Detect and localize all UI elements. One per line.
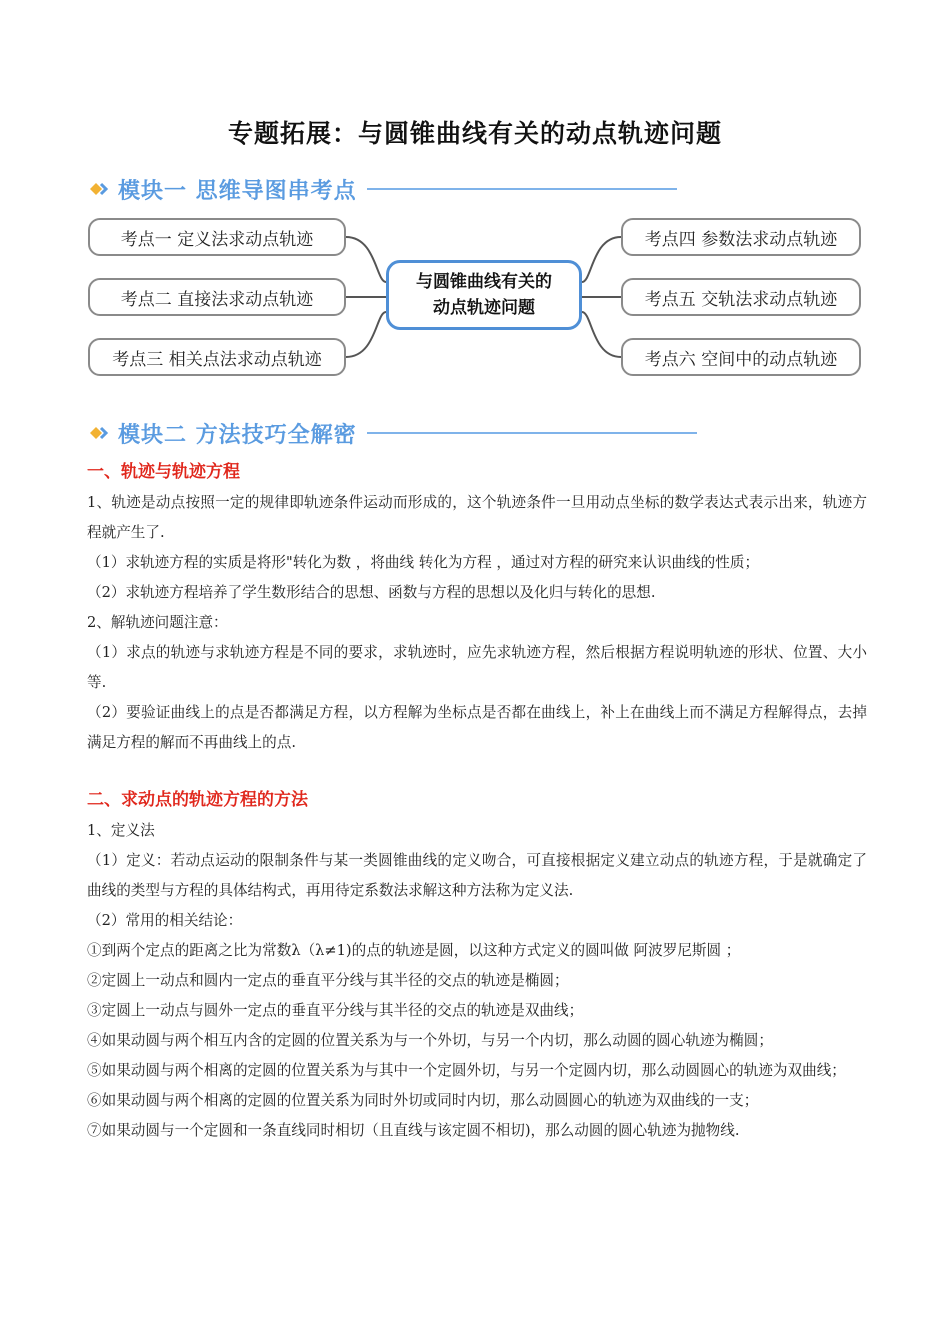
module-two-divider xyxy=(367,432,697,434)
paragraph: （2）求轨迹方程培养了学生数形结合的思想、函数与方程的思想以及化归与转化的思想. xyxy=(87,584,656,601)
paragraph: ③定圆上一动点与圆外一定点的垂直平分线与其半径的交点的轨迹是双曲线； xyxy=(87,1002,584,1019)
mind-map-center xyxy=(386,260,582,330)
topic-node-related-point-method: 考点三 相关点法求动点轨迹 xyxy=(88,338,346,376)
paragraph: （2）常用的相关结论： xyxy=(87,912,243,929)
module-two-label: 模块二 方法技巧全解密 xyxy=(118,422,357,448)
paragraph: 1、定义法 xyxy=(87,822,155,839)
section-heading-methods: 二、求动点的轨迹方程的方法 xyxy=(87,790,308,810)
module-one-divider xyxy=(367,188,677,190)
paragraph: ①到两个定点的距离之比为常数λ（λ≠1)的点的轨迹是圆，以这种方式定义的圆叫做 阿波罗尼斯圆 ； xyxy=(87,942,741,959)
paragraph: ⑥如果动圆与两个相离的定圆的位置关系为同时外切或同时内切，那么动圆圆心的轨迹为双曲线的一支； xyxy=(87,1092,759,1109)
paragraph: 2、解轨迹问题注意： xyxy=(87,614,228,631)
paragraph: （1）求点的轨迹与求轨迹方程是不同的要求，求轨迹时，应先求轨迹方程，然后根据方程说明轨迹的形状、位置、大小等. xyxy=(87,644,867,691)
module-one-header xyxy=(88,172,677,206)
diamond-chevron-icon xyxy=(88,179,112,199)
mind-map xyxy=(86,212,866,384)
diamond-chevron-icon xyxy=(88,423,112,443)
paragraph: ④如果动圆与两个相互内含的定圆的位置关系为与一个外切，与另一个内切，那么动圆的圆心轨迹为椭圆； xyxy=(87,1032,773,1049)
center-line-1: 与圆锥曲线有关的 xyxy=(416,272,552,292)
module-two-header xyxy=(88,416,697,450)
paragraph: 1、轨迹是动点按照一定的规律即轨迹条件运动而形成的，这个轨迹条件一旦用动点坐标的数学表达式表示出来，轨迹方程就产生了. xyxy=(87,494,867,541)
module-one-label: 模块一 思维导图串考点 xyxy=(118,178,357,204)
section-heading-trajectory: 一、轨迹与轨迹方程 xyxy=(87,462,240,482)
topic-node-intersection-method: 考点五 交轨法求动点轨迹 xyxy=(621,278,861,316)
paragraph: ②定圆上一动点和圆内一定点的垂直平分线与其半径的交点的轨迹是椭圆； xyxy=(87,972,569,989)
paragraph: ⑦如果动圆与一个定圆和一条直线同时相切（且直线与该定圆不相切)，那么动圆的圆心轨迹为抛物线. xyxy=(87,1122,740,1139)
paragraph: （1）求轨迹方程的实质是将形"转化为数 ，将曲线 转化为方程 ，通过对方程的研究来认识曲线的性质； xyxy=(87,554,760,571)
paragraph: ⑤如果动圆与两个相离的定圆的位置关系为与其中一个定圆外切，与另一个定圆内切，那么动圆圆心的轨迹为双曲线； xyxy=(87,1062,846,1079)
topic-node-direct-method: 考点二 直接法求动点轨迹 xyxy=(88,278,346,316)
topic-node-spatial-trajectory: 考点六 空间中的动点轨迹 xyxy=(621,338,861,376)
topic-node-definition-method: 考点一 定义法求动点轨迹 xyxy=(88,218,346,256)
paragraph: （2）要验证曲线上的点是否都满足方程，以方程解为坐标点是否都在曲线上，补上在曲线上而不满足方程解得点，去掉满足方程的解而不再曲线上的点. xyxy=(87,704,867,751)
topic-node-parameter-method: 考点四 参数法求动点轨迹 xyxy=(621,218,861,256)
paragraph: （1）定义：若动点运动的限制条件与某一类圆锥曲线的定义吻合，可直接根据定义建立动点的轨迹方程，于是就确定了曲线的类型与方程的具体结构式，再用待定系数法求解这种方法称为定义法. xyxy=(87,852,867,899)
content-body xyxy=(87,458,867,1146)
center-line-2: 动点轨迹问题 xyxy=(433,298,535,318)
page-title: 专题拓展：与圆锥曲线有关的动点轨迹问题 xyxy=(227,119,722,148)
